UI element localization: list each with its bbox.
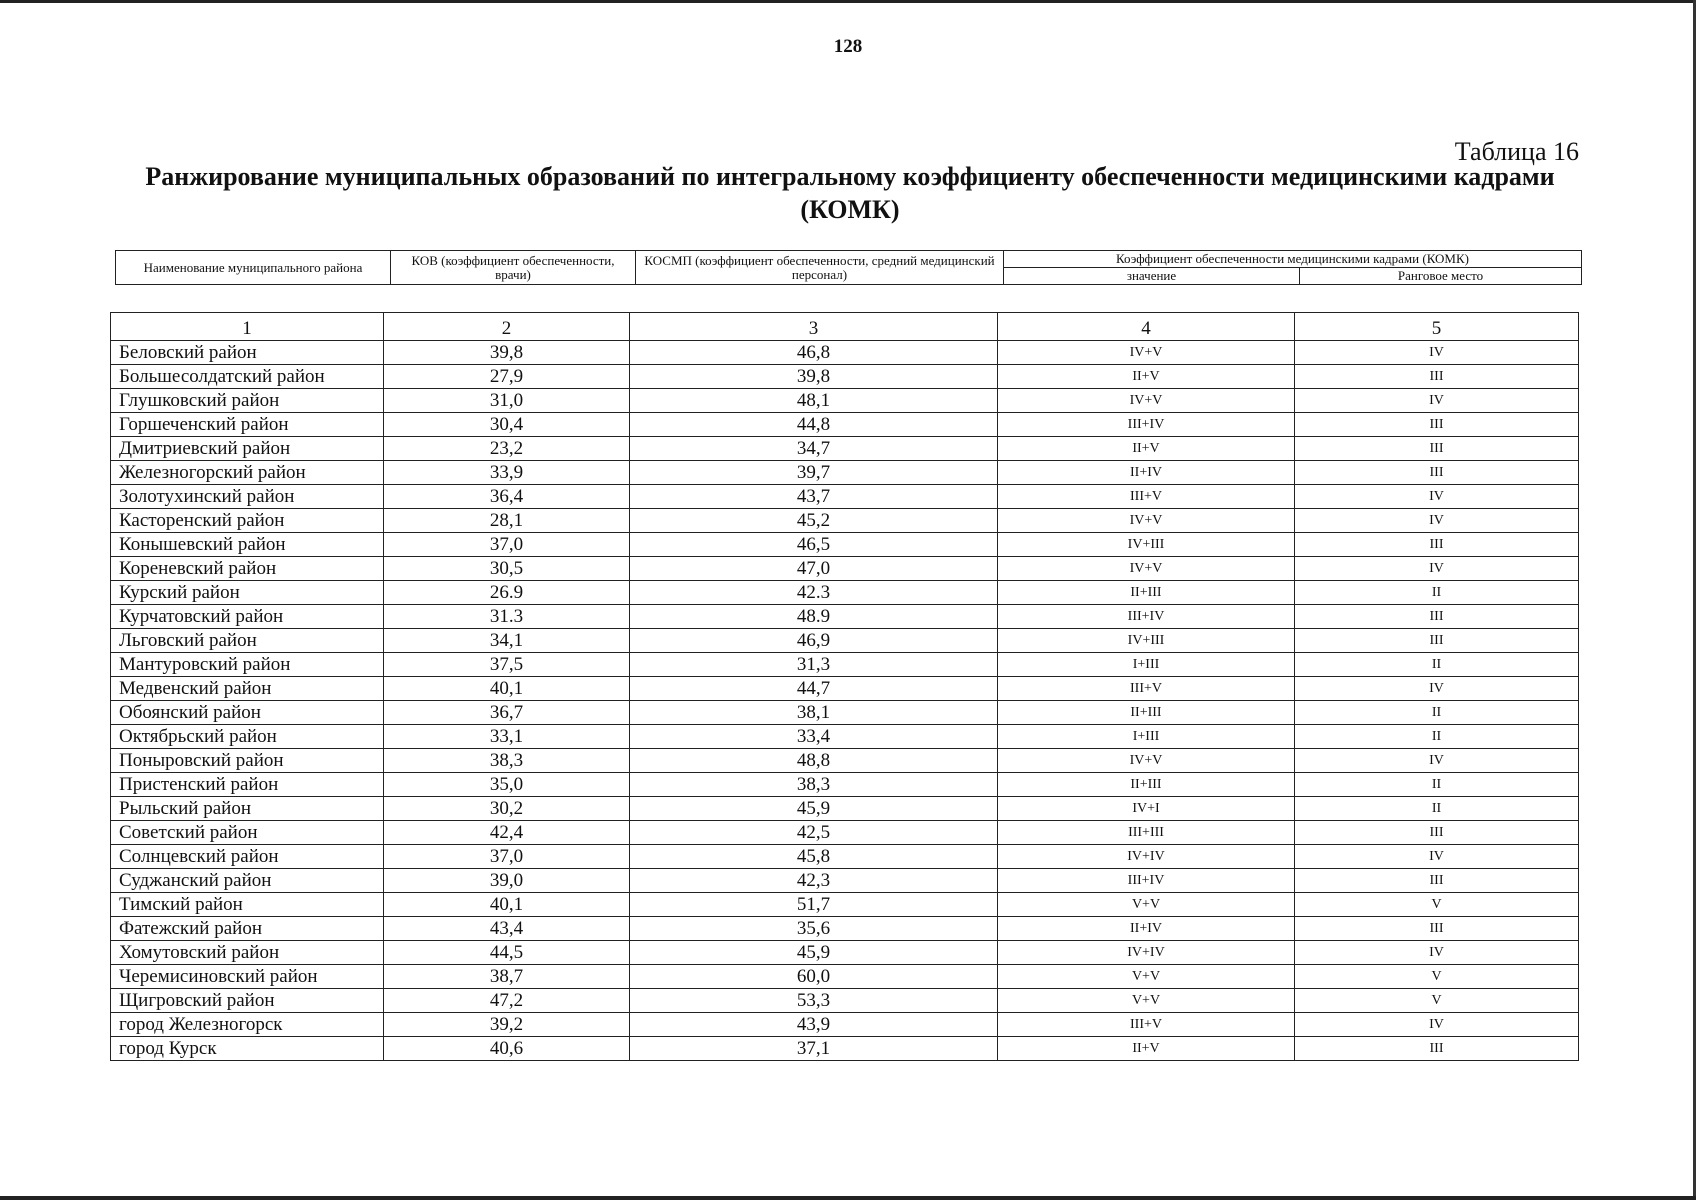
- rank-place: III: [1295, 437, 1579, 461]
- komk-value: III+V: [998, 1013, 1295, 1037]
- rank-place: III: [1295, 869, 1579, 893]
- table-row: [111, 365, 1579, 389]
- kov-value: 39,0: [384, 869, 630, 893]
- komk-value: IV+V: [998, 749, 1295, 773]
- kosmp-value: 45,2: [630, 509, 998, 533]
- column-number: 4: [998, 313, 1295, 341]
- table-row: [111, 653, 1579, 677]
- district-name: Курчатовский район: [111, 605, 384, 629]
- rank-place: III: [1295, 629, 1579, 653]
- komk-value: V+V: [998, 893, 1295, 917]
- kov-value: 44,5: [384, 941, 630, 965]
- kosmp-value: 44,7: [630, 677, 998, 701]
- kov-value: 28,1: [384, 509, 630, 533]
- kov-value: 42,4: [384, 821, 630, 845]
- kov-value: 40,1: [384, 677, 630, 701]
- komk-value: II+III: [998, 773, 1295, 797]
- kosmp-value: 44,8: [630, 413, 998, 437]
- rank-place: V: [1295, 893, 1579, 917]
- rank-place: III: [1295, 917, 1579, 941]
- column-number: 5: [1295, 313, 1579, 341]
- district-name: Советский район: [111, 821, 384, 845]
- kosmp-value: 33,4: [630, 725, 998, 749]
- rank-place: II: [1295, 773, 1579, 797]
- table-row: [111, 677, 1579, 701]
- table-row: [111, 797, 1579, 821]
- table-row: [111, 917, 1579, 941]
- district-name: Черемисиновский район: [111, 965, 384, 989]
- district-name: Курский район: [111, 581, 384, 605]
- rank-place: IV: [1295, 509, 1579, 533]
- komk-value: II+IV: [998, 917, 1295, 941]
- page-number: 128: [833, 36, 863, 57]
- kosmp-value: 53,3: [630, 989, 998, 1013]
- kosmp-value: 46,5: [630, 533, 998, 557]
- kosmp-value: 43,7: [630, 485, 998, 509]
- rank-place: IV: [1295, 749, 1579, 773]
- district-name: Медвенский район: [111, 677, 384, 701]
- scan-edge-bottom: [0, 1196, 1696, 1200]
- rank-place: IV: [1295, 485, 1579, 509]
- komk-value: III+IV: [998, 605, 1295, 629]
- table-row: [111, 557, 1579, 581]
- district-name: Пристенский район: [111, 773, 384, 797]
- table-row: [111, 749, 1579, 773]
- kov-value: 30,4: [384, 413, 630, 437]
- table-row: [111, 941, 1579, 965]
- rank-place: III: [1295, 605, 1579, 629]
- table-number: Таблица 16: [1454, 137, 1579, 166]
- district-name: город Железногорск: [111, 1013, 384, 1037]
- rank-place: III: [1295, 461, 1579, 485]
- komk-value: IV+V: [998, 557, 1295, 581]
- komk-value: III+V: [998, 677, 1295, 701]
- district-name: Глушковский район: [111, 389, 384, 413]
- header-kov: КОВ (коэффициент обеспеченности, врачи): [391, 251, 636, 285]
- kosmp-value: 46,9: [630, 629, 998, 653]
- kosmp-value: 48.9: [630, 605, 998, 629]
- kov-value: 40,6: [384, 1037, 630, 1061]
- header-name: Наименование муниципального района: [116, 251, 391, 285]
- kosmp-value: 38,3: [630, 773, 998, 797]
- kosmp-value: 35,6: [630, 917, 998, 941]
- rank-place: III: [1295, 821, 1579, 845]
- column-number: 1: [111, 313, 384, 341]
- rank-place: III: [1295, 413, 1579, 437]
- scan-edge-top: [0, 0, 1696, 3]
- district-name: Железногорский район: [111, 461, 384, 485]
- kov-value: 30,5: [384, 557, 630, 581]
- district-name: Солнцевский район: [111, 845, 384, 869]
- rank-place: II: [1295, 725, 1579, 749]
- rank-place: II: [1295, 581, 1579, 605]
- kosmp-value: 60,0: [630, 965, 998, 989]
- kov-value: 39,8: [384, 341, 630, 365]
- table-row: [111, 701, 1579, 725]
- kov-value: 38,3: [384, 749, 630, 773]
- kov-value: 23,2: [384, 437, 630, 461]
- rank-place: III: [1295, 533, 1579, 557]
- komk-value: I+III: [998, 653, 1295, 677]
- table-row: [111, 485, 1579, 509]
- table-row: [111, 773, 1579, 797]
- rank-place: II: [1295, 653, 1579, 677]
- kosmp-value: 45,9: [630, 797, 998, 821]
- kov-value: 37,0: [384, 533, 630, 557]
- table-row: [111, 341, 1579, 365]
- rank-place: II: [1295, 797, 1579, 821]
- district-name: Горшеченский район: [111, 413, 384, 437]
- district-name: Обоянский район: [111, 701, 384, 725]
- komk-value: I+III: [998, 725, 1295, 749]
- district-name: Беловский район: [111, 341, 384, 365]
- kov-value: 47,2: [384, 989, 630, 1013]
- rank-place: III: [1295, 365, 1579, 389]
- table-row: [111, 989, 1579, 1013]
- rank-place: IV: [1295, 845, 1579, 869]
- kov-value: 38,7: [384, 965, 630, 989]
- district-name: Октябрьский район: [111, 725, 384, 749]
- table-row: [111, 893, 1579, 917]
- kosmp-value: 51,7: [630, 893, 998, 917]
- rank-place: IV: [1295, 389, 1579, 413]
- district-name: Рыльский район: [111, 797, 384, 821]
- kov-value: 39,2: [384, 1013, 630, 1037]
- rank-place: IV: [1295, 941, 1579, 965]
- kosmp-value: 39,8: [630, 365, 998, 389]
- district-name: Суджанский район: [111, 869, 384, 893]
- table-row: [111, 581, 1579, 605]
- kov-value: 31,0: [384, 389, 630, 413]
- table-row: [111, 437, 1579, 461]
- kosmp-value: 45,8: [630, 845, 998, 869]
- table-row: [111, 413, 1579, 437]
- kosmp-value: 48,8: [630, 749, 998, 773]
- table-row: [111, 533, 1579, 557]
- kosmp-value: 45,9: [630, 941, 998, 965]
- table-row: [111, 461, 1579, 485]
- district-name: Фатежский район: [111, 917, 384, 941]
- district-name: Золотухинский район: [111, 485, 384, 509]
- kov-value: 33,9: [384, 461, 630, 485]
- komk-value: III+V: [998, 485, 1295, 509]
- komk-value: IV+III: [998, 629, 1295, 653]
- header-value: значение: [1004, 268, 1300, 285]
- kov-value: 26.9: [384, 581, 630, 605]
- rank-place: V: [1295, 989, 1579, 1013]
- table-row: [111, 509, 1579, 533]
- kosmp-value: 47,0: [630, 557, 998, 581]
- district-name: Кореневский район: [111, 557, 384, 581]
- komk-value: II+V: [998, 1037, 1295, 1061]
- district-name: Льговский район: [111, 629, 384, 653]
- table-row: [111, 965, 1579, 989]
- komk-value: III+IV: [998, 869, 1295, 893]
- kosmp-value: 39,7: [630, 461, 998, 485]
- district-name: Щигровский район: [111, 989, 384, 1013]
- kosmp-value: 48,1: [630, 389, 998, 413]
- kov-value: 31.3: [384, 605, 630, 629]
- kosmp-value: 38,1: [630, 701, 998, 725]
- kov-value: 35,0: [384, 773, 630, 797]
- document-title: Ранжирование муниципальных образований по интегральному коэффициенту обеспеченности медицинскими кадрами (КОМК): [145, 162, 1555, 224]
- table-row: [111, 1037, 1579, 1061]
- komk-value: II+V: [998, 365, 1295, 389]
- district-name: город Курск: [111, 1037, 384, 1061]
- district-name: Дмитриевский район: [111, 437, 384, 461]
- table-row: [111, 869, 1579, 893]
- table-row: [111, 389, 1579, 413]
- table-row: [111, 821, 1579, 845]
- komk-value: II+V: [998, 437, 1295, 461]
- kov-value: 37,0: [384, 845, 630, 869]
- kov-value: 30,2: [384, 797, 630, 821]
- kosmp-value: 42,3: [630, 869, 998, 893]
- komk-value: IV+IV: [998, 941, 1295, 965]
- kov-value: 33,1: [384, 725, 630, 749]
- kov-value: 36,4: [384, 485, 630, 509]
- komk-value: IV+I: [998, 797, 1295, 821]
- komk-value: III+III: [998, 821, 1295, 845]
- table-row: [111, 1013, 1579, 1037]
- header-kosmp: КОСМП (коэффициент обеспеченности, средний медицинский персонал): [636, 251, 1004, 285]
- column-numbers-row: [111, 313, 1579, 341]
- district-name: Хомутовский район: [111, 941, 384, 965]
- kov-value: 34,1: [384, 629, 630, 653]
- table-row: [111, 629, 1579, 653]
- komk-value: IV+IV: [998, 845, 1295, 869]
- komk-value: III+IV: [998, 413, 1295, 437]
- kov-value: 43,4: [384, 917, 630, 941]
- column-number: 2: [384, 313, 630, 341]
- komk-value: V+V: [998, 965, 1295, 989]
- rank-place: IV: [1295, 677, 1579, 701]
- header-komk: Коэффициент обеспеченности медицинскими кадрами (КОМК): [1004, 251, 1582, 268]
- table-row: [111, 605, 1579, 629]
- kosmp-value: 42,5: [630, 821, 998, 845]
- komk-value: V+V: [998, 989, 1295, 1013]
- rank-place: IV: [1295, 557, 1579, 581]
- rank-place: III: [1295, 1037, 1579, 1061]
- rank-place: II: [1295, 701, 1579, 725]
- komk-value: II+III: [998, 581, 1295, 605]
- kosmp-value: 46,8: [630, 341, 998, 365]
- kov-value: 37,5: [384, 653, 630, 677]
- table-row: [111, 725, 1579, 749]
- district-name: Тимский район: [111, 893, 384, 917]
- district-name: Поныровский район: [111, 749, 384, 773]
- district-name: Большесолдатский район: [111, 365, 384, 389]
- rank-place: IV: [1295, 341, 1579, 365]
- data-table-body: [111, 313, 1579, 1061]
- column-number: 3: [630, 313, 998, 341]
- komk-value: II+IV: [998, 461, 1295, 485]
- table-row: [111, 845, 1579, 869]
- kosmp-value: 37,1: [630, 1037, 998, 1061]
- kosmp-value: 43,9: [630, 1013, 998, 1037]
- kosmp-value: 34,7: [630, 437, 998, 461]
- district-name: Конышевский район: [111, 533, 384, 557]
- district-name: Мантуровский район: [111, 653, 384, 677]
- data-table: [110, 312, 1579, 1061]
- kov-value: 27,9: [384, 365, 630, 389]
- komk-value: IV+V: [998, 509, 1295, 533]
- district-name: Касторенский район: [111, 509, 384, 533]
- header-rank: Ранговое место: [1300, 268, 1582, 285]
- komk-value: IV+III: [998, 533, 1295, 557]
- komk-value: II+III: [998, 701, 1295, 725]
- header-table: [115, 250, 1582, 285]
- kosmp-value: 42.3: [630, 581, 998, 605]
- kosmp-value: 31,3: [630, 653, 998, 677]
- kov-value: 40,1: [384, 893, 630, 917]
- rank-place: IV: [1295, 1013, 1579, 1037]
- komk-value: IV+V: [998, 389, 1295, 413]
- kov-value: 36,7: [384, 701, 630, 725]
- rank-place: V: [1295, 965, 1579, 989]
- komk-value: IV+V: [998, 341, 1295, 365]
